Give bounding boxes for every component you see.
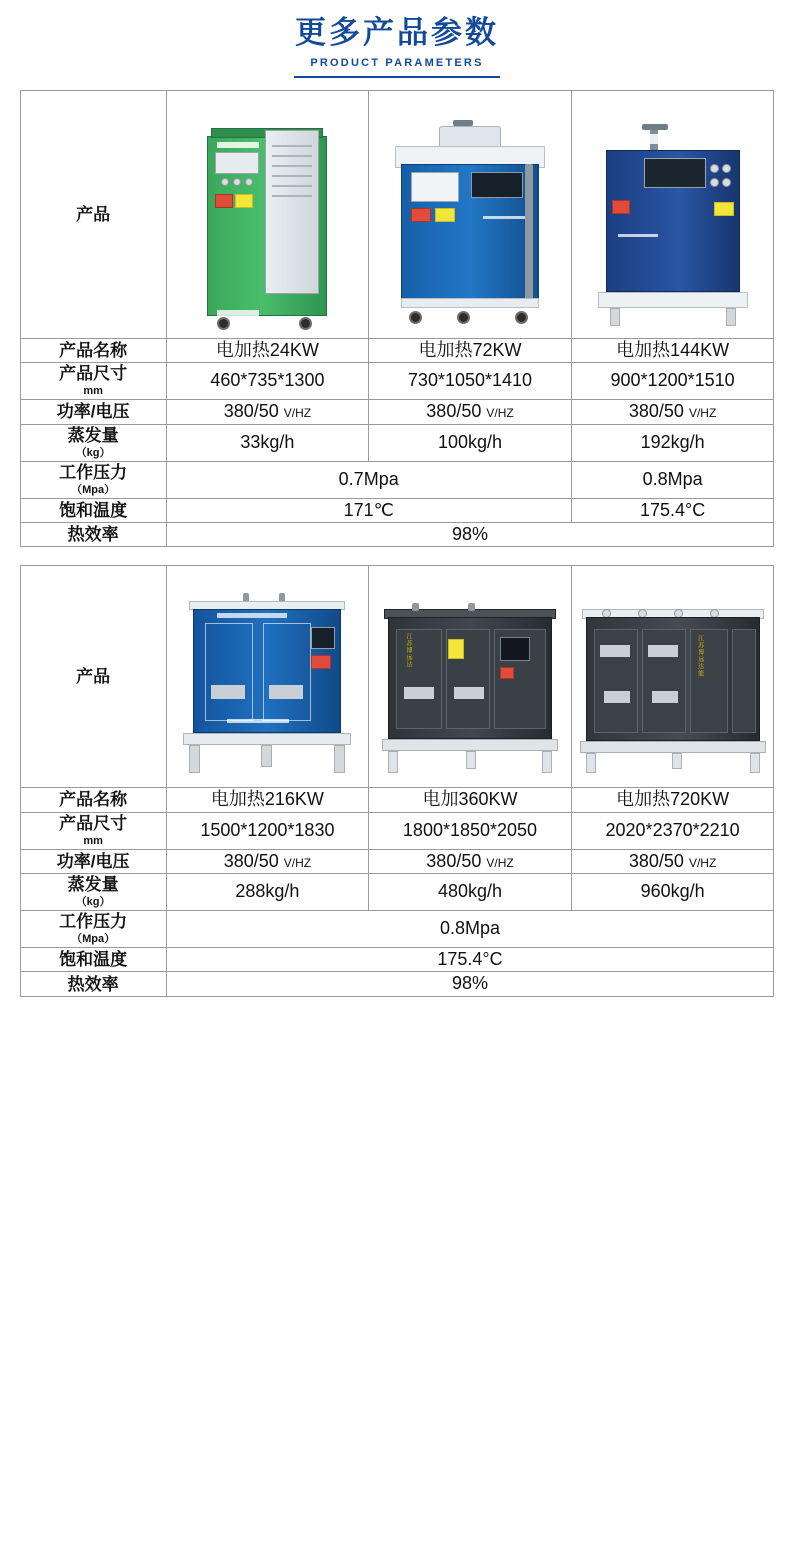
row-label-thermal-efficiency: 热效率 [20,522,166,546]
cell-size-1: 460*735*1300 [166,363,369,400]
cell-product-name-3: 电加热720KW [571,788,774,812]
cell-size-2: 730*1050*1410 [369,363,572,400]
machine-illustration-blue-large [183,593,351,779]
machine-illustration-darkblue [598,124,748,330]
row-label-text: 工作压力 [59,462,128,482]
power-unit: V/HZ [486,406,514,421]
power-unit: V/HZ [283,406,312,421]
row-label-power-voltage: 功率/电压 [20,400,166,424]
table-row [20,400,774,424]
cell-evaporation-3: 960kg/h [571,874,774,911]
machine-illustration-green [207,122,327,330]
cell-size-3: 900*1200*1510 [571,363,774,400]
row-label-working-pressure [20,911,166,948]
row-label-text: 蒸发量 [67,875,119,895]
cell-size-3: 2020*2370*2210 [571,812,774,849]
row-label-text: 产品尺寸 [59,364,128,384]
cell-product-name-1: 电加热24KW [166,338,369,362]
cell-evaporation-1: 33kg/h [166,424,369,461]
row-label-text: 工作压力 [59,912,128,932]
row-label-power-voltage: 功率/电压 [20,849,166,873]
cell-power-3 [571,400,774,424]
cell-product-name-1: 电加热216KW [166,788,369,812]
cell-evaporation-3: 192kg/h [571,424,774,461]
machine-illustration-blue [395,120,545,330]
page-subtitle: PRODUCT PARAMETERS [310,56,484,69]
power-unit: V/HZ [688,406,717,421]
row-label-product-name: 产品名称 [20,338,166,362]
product-image-360kw [369,566,572,788]
row-label-unit: （Mpa） [71,483,116,496]
power-value: 380/50 [426,401,487,422]
cell-product-name-2: 电加热72KW [369,338,572,362]
row-label-product-size [20,812,166,849]
row-label-evaporation [20,874,166,911]
row-label-unit: （Mpa） [71,933,116,946]
power-value: 380/50 [223,850,284,871]
cell-temp-merged: 175.4°C [166,948,774,972]
table-row [20,812,774,849]
power-unit: V/HZ [688,855,717,870]
table-row [20,948,774,972]
power-value: 380/50 [426,850,487,871]
cell-temp-merged: 171℃ [166,498,571,522]
product-image-72kw [369,90,572,338]
product-image-24kw [166,90,369,338]
cell-evaporation-2: 100kg/h [369,424,572,461]
cell-temp-3: 175.4°C [571,498,774,522]
machine-illustration-grey-360: 江苏博远达 [382,603,558,779]
row-label-product: 产品 [20,566,166,788]
table-row [20,338,774,362]
table-row [20,972,774,996]
cell-pressure-merged: 0.7Mpa [166,461,571,498]
cell-pressure-merged: 0.8Mpa [166,911,774,948]
cell-efficiency-merged: 98% [166,522,774,546]
product-image-144kw [571,90,774,338]
table-row [20,90,774,338]
row-label-unit: （kg） [75,896,111,909]
machine-illustration-grey-720: 江苏博远达能 [580,603,766,779]
table-row [20,566,774,788]
spec-table-2 [20,565,775,997]
cell-evaporation-1: 288kg/h [166,874,369,911]
cell-power-2 [369,400,572,424]
row-label-unit: mm [83,385,103,398]
table-row [20,461,774,498]
row-label-unit: （kg） [75,446,111,459]
table-row [20,874,774,911]
cell-power-1 [166,400,369,424]
table-row [20,788,774,812]
cell-product-name-3: 电加热144KW [571,338,774,362]
table-row [20,911,774,948]
row-label-working-pressure [20,461,166,498]
table-row [20,363,774,400]
power-value: 380/50 [628,850,689,871]
table-row [20,424,774,461]
page-header [0,0,794,78]
cell-power-1 [166,849,369,873]
row-label-product-name: 产品名称 [20,788,166,812]
row-label-saturation-temp: 饱和温度 [20,498,166,522]
row-label-evaporation [20,424,166,461]
row-label-product-size [20,363,166,400]
row-label-text: 产品尺寸 [59,813,128,833]
power-unit: V/HZ [486,855,514,870]
cell-power-3 [571,849,774,873]
page-title: 更多产品参数 [295,15,499,50]
row-label-product: 产品 [20,90,166,338]
power-unit: V/HZ [283,855,312,870]
row-label-saturation-temp: 饱和温度 [20,948,166,972]
cell-efficiency-merged: 98% [166,972,774,996]
row-label-thermal-efficiency: 热效率 [20,972,166,996]
product-image-216kw [166,566,369,788]
cell-pressure-3: 0.8Mpa [571,461,774,498]
table-row [20,522,774,546]
cell-power-2 [369,849,572,873]
cell-size-1: 1500*1200*1830 [166,812,369,849]
row-label-unit: mm [83,834,103,847]
product-image-720kw [571,566,774,788]
cell-size-2: 1800*1850*2050 [369,812,572,849]
table-row [20,498,774,522]
cell-evaporation-2: 480kg/h [369,874,572,911]
row-label-text: 蒸发量 [67,425,119,445]
power-value: 380/50 [223,401,284,422]
power-value: 380/50 [628,401,689,422]
title-underline [294,76,500,78]
spec-table-1 [20,90,775,548]
cell-product-name-2: 电加360KW [369,788,572,812]
table-row [20,849,774,873]
